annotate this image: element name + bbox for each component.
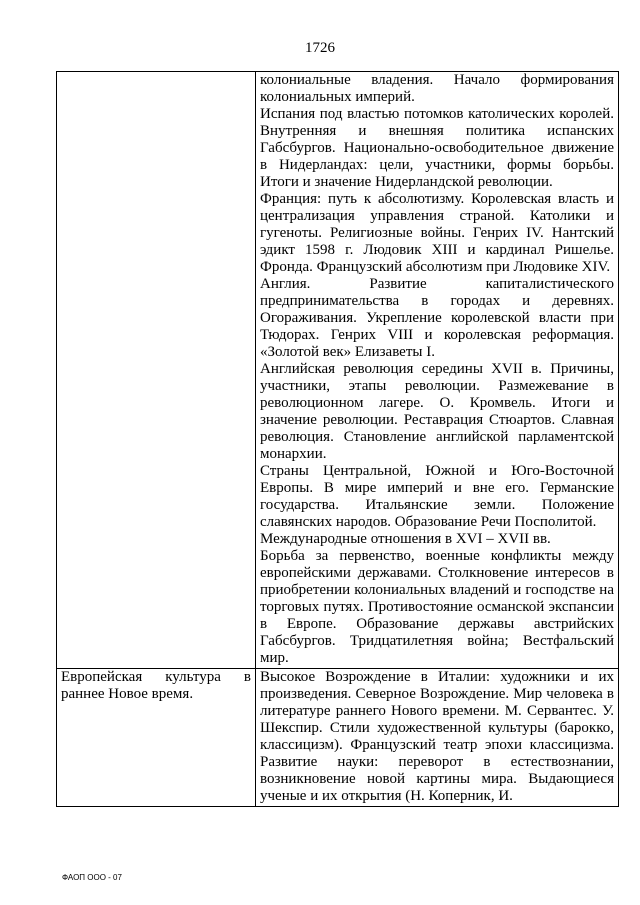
content-paragraph: Международные отношения в XVI – XVII вв. <box>260 531 551 547</box>
topic-title: Европейская культура в раннее Новое время. <box>61 669 251 702</box>
topic-cell <box>57 669 256 807</box>
table-row <box>57 72 619 669</box>
content-paragraph: Англия. Развитие капиталистического предпринимательства в городах и деревнях. Огораживания. Укрепление королевской власти при Тюдорах. Генрих VIII и королевская реформация. «Золотой век» Елизаветы I. <box>260 276 614 360</box>
content-paragraph: Высокое Возрождение в Италии: художники и их произведения. Северное Возрождение. Мир человека в литературе раннего Нового времени. М. Сервантес. У. Шекспир. Стили художественной культуры (барокко, классицизм). Французский театр эпохи классицизма. Развитие науки: переворот в естествознании, возникновение новой картины мира. Выдающиеся ученые и их открытия (Н. Коперник, И. <box>260 669 614 804</box>
topic-cell <box>57 72 256 669</box>
content-paragraph: Испания под властью потомков католических королей. Внутренняя и внешняя политика испанских Габсбургов. Национально-освободительное движение в Нидерландах: цели, участники, формы борьбы. Итоги и значение Нидерландской революции. <box>260 106 614 190</box>
content-cell <box>256 72 619 669</box>
table-row <box>57 669 619 807</box>
page-number: 1726 <box>305 40 335 56</box>
curriculum-table <box>56 71 619 807</box>
content-paragraph: Франция: путь к абсолютизму. Королевская власть и централизация управления страной. Католики и гугеноты. Религиозные войны. Генрих IV. Нантский эдикт 1598 г. Людовик XIII и кардинал Ришелье. Фронда. Французский абсолютизм при Людовике XIV. <box>260 191 614 275</box>
content-paragraph: колониальные владения. Начало формирования колониальных империй. <box>260 72 614 105</box>
content-paragraph: Страны Центральной, Южной и Юго-Восточной Европы. В мире империй и вне его. Германские государства. Итальянские земли. Положение славянских народов. Образование Речи Посполитой. <box>260 463 614 530</box>
document-footer: ФАОП ООО - 07 <box>62 873 122 882</box>
content-cell <box>256 669 619 807</box>
content-paragraph: Борьба за первенство, военные конфликты между европейскими державами. Столкновение интересов в приобретении колониальных владений и господстве на торговых путях. Противостояние османской экспансии в Европе. Образование державы австрийских Габсбургов. Тридцатилетняя война; Вестфальский мир. <box>260 548 614 666</box>
content-paragraph: Английская революция середины XVII в. Причины, участники, этапы революции. Размежевание в революционном лагере. О. Кромвель. Итоги и значение революции. Реставрация Стюартов. Славная революция. Становление английской парламентской монархии. <box>260 361 614 462</box>
